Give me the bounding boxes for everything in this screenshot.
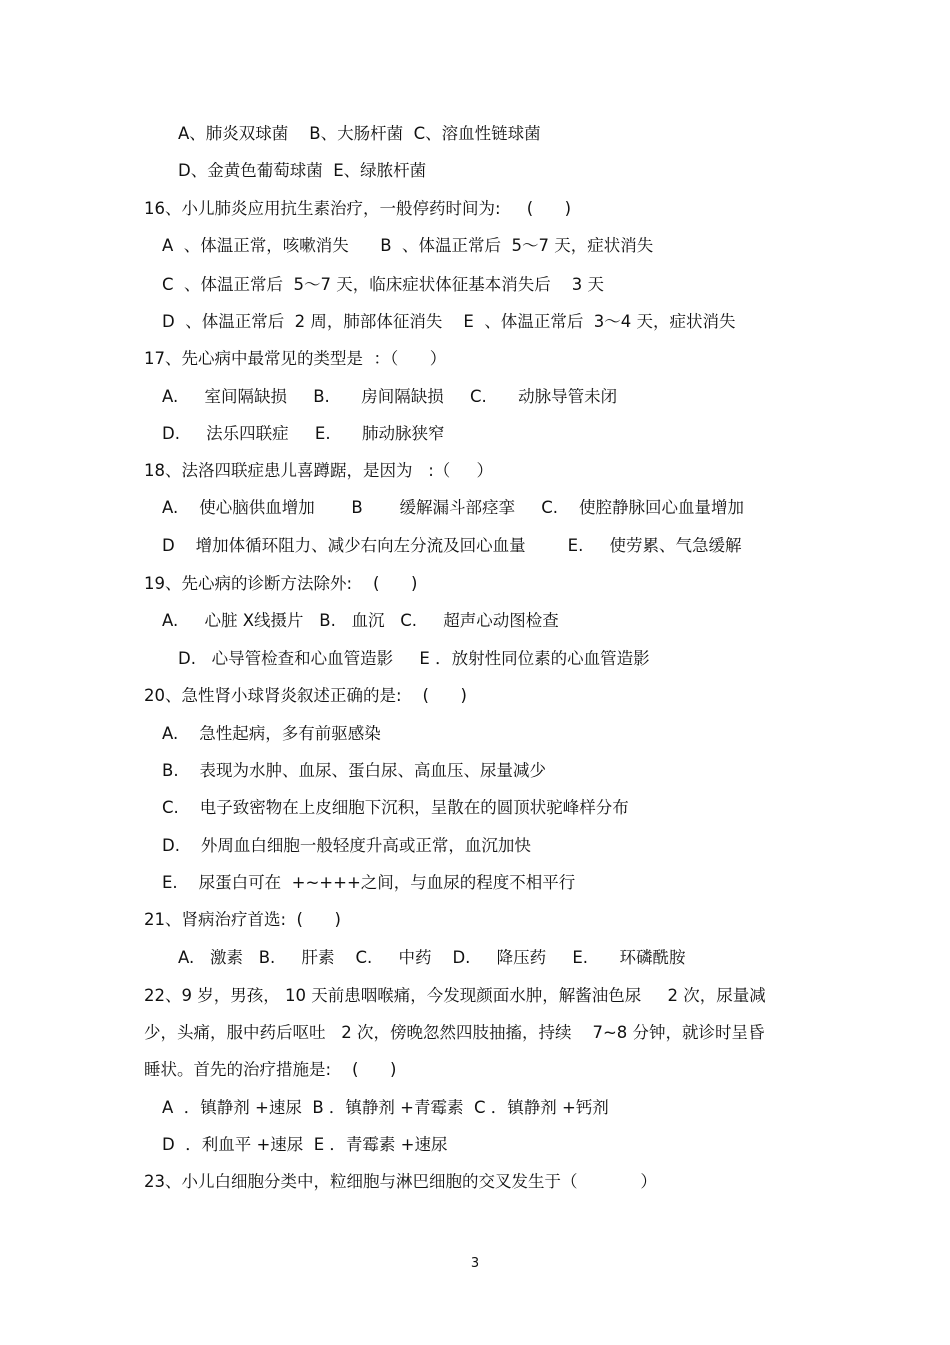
option-line-18abc: A. 使心脑供血增加 B 缓解漏斗部痉挛 C. 使腔静脉回心血量增加 — [162, 498, 744, 517]
question-22-line-2: 少，头痛，服中药后呕吐 2 次，傍晚忽然四肢抽搐，持续 7~8 分钟，就诊时呈昏 — [144, 1023, 765, 1042]
option-line-18de: D 增加体循环阻力、减少右向左分流及回心血量 E. 使劳累、气急缓解 — [162, 536, 742, 555]
question-16: 16、小儿肺炎应用抗生素治疗，一般停药时间为: ( ) — [144, 199, 572, 218]
option-line-20c: C. 电子致密物在上皮细胞下沉积，呈散在的圆顶状驼峰样分布 — [162, 798, 629, 817]
option-line-15ac: A、肺炎双球菌 B、大肠杆菌 C、溶血性链球菌 — [178, 124, 541, 143]
question-21: 21、肾病治疗首选: ( ) — [144, 910, 341, 929]
option-line-15de: D、金黄色葡萄球菌 E、绿脓杆菌 — [178, 161, 427, 180]
option-line-21: A. 激素 B. 肝素 C. 中药 D. 降压药 E. 环磷酰胺 — [178, 948, 686, 967]
option-line-20a: A. 急性起病，多有前驱感染 — [162, 724, 381, 743]
option-line-16de: D 、体温正常后 2 周，肺部体征消失 E 、体温正常后 3～4 天，症状消失 — [162, 312, 736, 331]
option-line-19abc: A. 心脏 X线摄片 B. 血沉 C. 超声心动图检查 — [162, 611, 559, 630]
option-line-20e: E. 尿蛋白可在 +~+++之间，与血尿的程度不相平行 — [162, 873, 576, 892]
option-line-19de: D. 心导管检查和心血管造影 E ．放射性同位素的心血管造影 — [178, 649, 650, 668]
option-line-17de: D. 法乐四联症 E. 肺动脉狭窄 — [162, 424, 445, 443]
question-19: 19、先心病的诊断方法除外: ( ) — [144, 574, 418, 593]
page-number: 3 — [470, 1256, 480, 1271]
option-line-22de: D ．利血平 +速尿 E ．青霉素 +速尿 — [162, 1135, 448, 1154]
question-22-line-3: 睡状。首先的治疗措施是: ( ) — [144, 1060, 397, 1079]
question-18: 18、法洛四联症患儿喜蹲踞，是因为 :（ ） — [144, 461, 494, 480]
question-23: 23、小儿白细胞分类中，粒细胞与淋巴细胞的交叉发生于（ ） — [144, 1172, 657, 1191]
option-line-20b: B. 表现为水肿、血尿、蛋白尿、高血压、尿量减少 — [162, 761, 547, 780]
option-line-16c: C 、体温正常后 5～7 天，临床症状体征基本消失后 3 天 — [162, 275, 604, 294]
option-line-16ab: A 、体温正常，咳嗽消失 B 、体温正常后 5～7 天，症状消失 — [162, 236, 654, 255]
option-line-22abc: A ．镇静剂 +速尿 B ．镇静剂 +青霉素 C ．镇静剂 +钙剂 — [162, 1098, 609, 1117]
option-line-17abc: A. 室间隔缺损 B. 房间隔缺损 C. 动脉导管未闭 — [162, 387, 618, 406]
question-22-line-1: 22、9 岁，男孩， 10 天前患咽喉痛，今发现颜面水肿，解酱油色尿 2 次，尿量减 — [144, 986, 766, 1005]
question-20: 20、急性肾小球肾炎叙述正确的是: ( ) — [144, 686, 467, 705]
option-line-20d: D. 外周血白细胞一般轻度升高或正常，血沉加快 — [162, 836, 531, 855]
question-17: 17、先心病中最常见的类型是 ：（ ） — [144, 349, 447, 368]
